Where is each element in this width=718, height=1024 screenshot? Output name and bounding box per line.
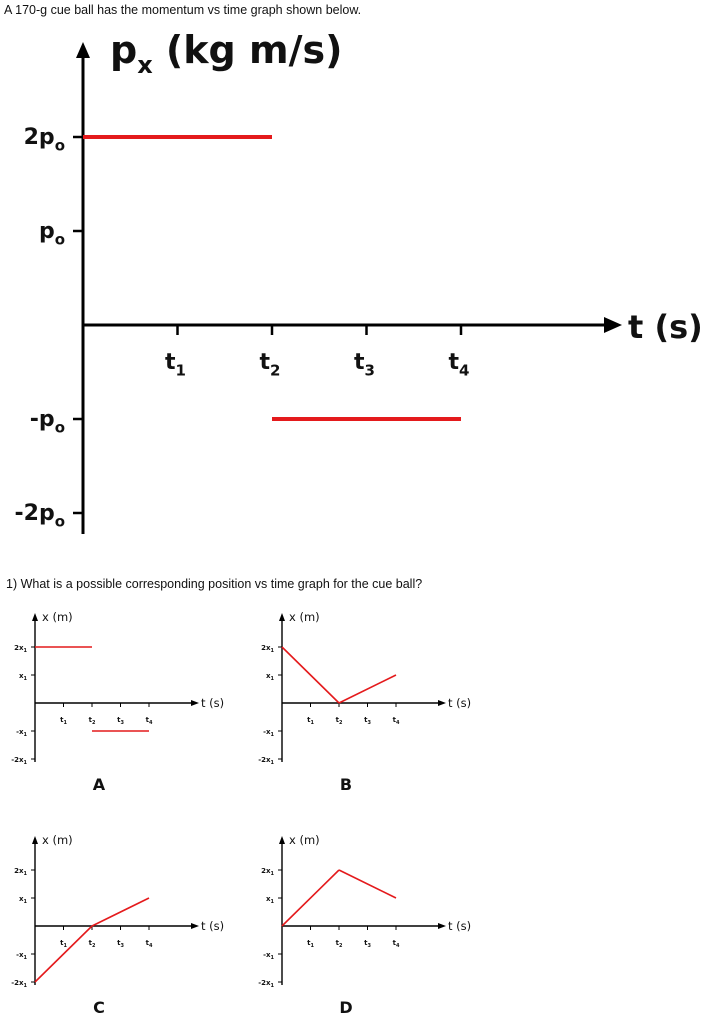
- position-segment: [282, 647, 339, 703]
- y-tick-label: $2p_o$: [23, 125, 65, 155]
- x-tick-label: $t_4$: [145, 716, 153, 727]
- y-tick-label: $-2x_1$: [11, 756, 27, 767]
- x-axis-title: t (s): [201, 919, 225, 933]
- x-tick-label: $t_4$: [392, 716, 400, 727]
- y-tick-label: $2x_1$: [261, 644, 274, 655]
- x-tick-label: $t_3$: [354, 350, 375, 380]
- y-tick-label: $-2x_1$: [258, 979, 274, 990]
- x-tick-label: $t_3$: [117, 939, 124, 950]
- y-tick-label: $-x_1$: [16, 951, 27, 962]
- y-axis-arrow: [32, 836, 38, 844]
- y-axis-arrow: [279, 613, 285, 621]
- y-tick-label: $-x_1$: [263, 728, 274, 739]
- y-tick-label: $-x_1$: [263, 951, 274, 962]
- y-tick-label: $2x_1$: [14, 644, 27, 655]
- x-tick-label: $t_2$: [88, 939, 96, 950]
- x-tick-label: $t_1$: [60, 716, 67, 727]
- x-axis-title: t (s): [448, 696, 472, 710]
- choice-letter: B: [339, 775, 353, 794]
- y-axis-arrow: [279, 836, 285, 844]
- position-segment: [282, 870, 339, 926]
- y-tick-label: $-2x_1$: [11, 979, 27, 990]
- momentum-graph: [15, 28, 703, 534]
- y-tick-label: $x_1$: [19, 672, 27, 683]
- intro-text: A 170-g cue ball has the momentum vs time graph shown below.: [4, 3, 362, 17]
- x-tick-label: $t_2$: [335, 716, 343, 727]
- y-tick-label: $-p_o$: [29, 407, 65, 437]
- position-segment: [339, 870, 396, 898]
- position-segment: [339, 675, 396, 703]
- x-axis-arrow: [604, 317, 622, 333]
- x-tick-label: $t_2$: [335, 939, 343, 950]
- choice-letter: C: [93, 998, 105, 1017]
- y-tick-label: $p_o$: [38, 219, 65, 249]
- option-graph-d: [258, 833, 471, 1017]
- y-tick-label: $-2x_1$: [258, 756, 274, 767]
- x-tick-label: $t_1$: [307, 716, 314, 727]
- y-tick-label: $x_1$: [266, 895, 274, 906]
- x-axis-arrow: [438, 923, 446, 929]
- x-tick-label: $t_2$: [259, 350, 281, 380]
- y-axis-title: x (m): [42, 833, 73, 847]
- x-tick-label: $t_3$: [364, 716, 371, 727]
- y-axis-arrow: [76, 42, 90, 58]
- x-tick-label: $t_4$: [145, 939, 153, 950]
- x-tick-label: $t_2$: [88, 716, 96, 727]
- option-graph-b: [258, 610, 471, 794]
- choice-letter: A: [92, 775, 106, 794]
- y-axis-arrow: [32, 613, 38, 621]
- x-axis-title: t (s): [628, 308, 703, 346]
- x-tick-label: $t_4$: [392, 939, 400, 950]
- x-axis-arrow: [438, 700, 446, 706]
- y-axis-title: $p_x$ (kg m/s): [110, 28, 343, 79]
- y-axis-title: x (m): [289, 833, 320, 847]
- option-graph-c: [11, 833, 224, 1017]
- y-axis-title: x (m): [289, 610, 320, 624]
- x-axis-title: t (s): [201, 696, 225, 710]
- choice-letter: D: [339, 998, 353, 1017]
- x-axis-arrow: [191, 700, 199, 706]
- y-tick-label: $2x_1$: [14, 867, 27, 878]
- y-tick-label: $x_1$: [266, 672, 274, 683]
- x-axis-title: t (s): [448, 919, 472, 933]
- x-tick-label: $t_4$: [448, 350, 470, 380]
- position-segment: [92, 898, 149, 926]
- y-tick-label: $-2p_o$: [14, 501, 65, 531]
- question-text: 1) What is a possible corresponding position vs time graph for the cue ball?: [6, 577, 423, 591]
- y-tick-label: $-x_1$: [16, 728, 27, 739]
- x-tick-label: $t_1$: [165, 350, 186, 380]
- y-tick-label: $x_1$: [19, 895, 27, 906]
- x-tick-label: $t_3$: [364, 939, 371, 950]
- position-segment: [35, 926, 92, 982]
- y-axis-title: x (m): [42, 610, 73, 624]
- x-tick-label: $t_1$: [307, 939, 314, 950]
- y-tick-label: $2x_1$: [261, 867, 274, 878]
- x-axis-arrow: [191, 923, 199, 929]
- x-tick-label: $t_3$: [117, 716, 124, 727]
- x-tick-label: $t_1$: [60, 939, 67, 950]
- option-graph-a: [11, 610, 224, 794]
